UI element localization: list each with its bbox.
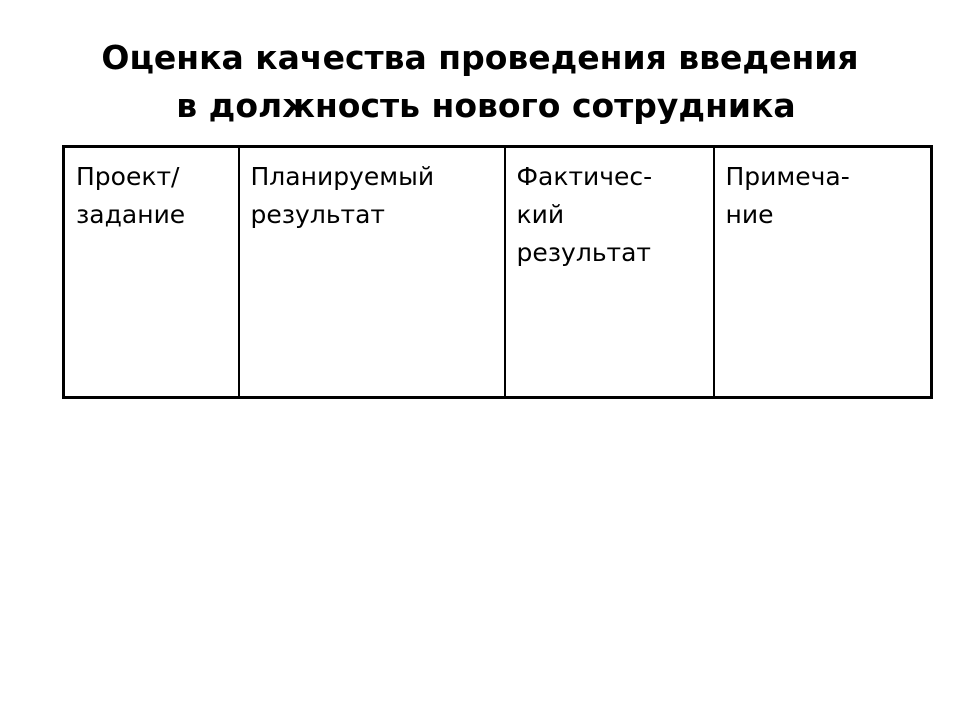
slide-title: [0, 34, 960, 130]
header-cell-notes: Примеча- ние: [714, 147, 932, 398]
header-cell-project-task: Проект/ задание: [64, 147, 239, 398]
table-row: [64, 147, 932, 398]
evaluation-table: [62, 145, 933, 399]
title-line-2: в должность нового сотрудника: [176, 86, 796, 125]
header-cell-actual-result: Фактичес- кий результат: [505, 147, 714, 398]
title-line-1: Оценка качества проведения введения: [101, 38, 859, 77]
header-cell-planned-result: Планируемый результат: [239, 147, 505, 398]
